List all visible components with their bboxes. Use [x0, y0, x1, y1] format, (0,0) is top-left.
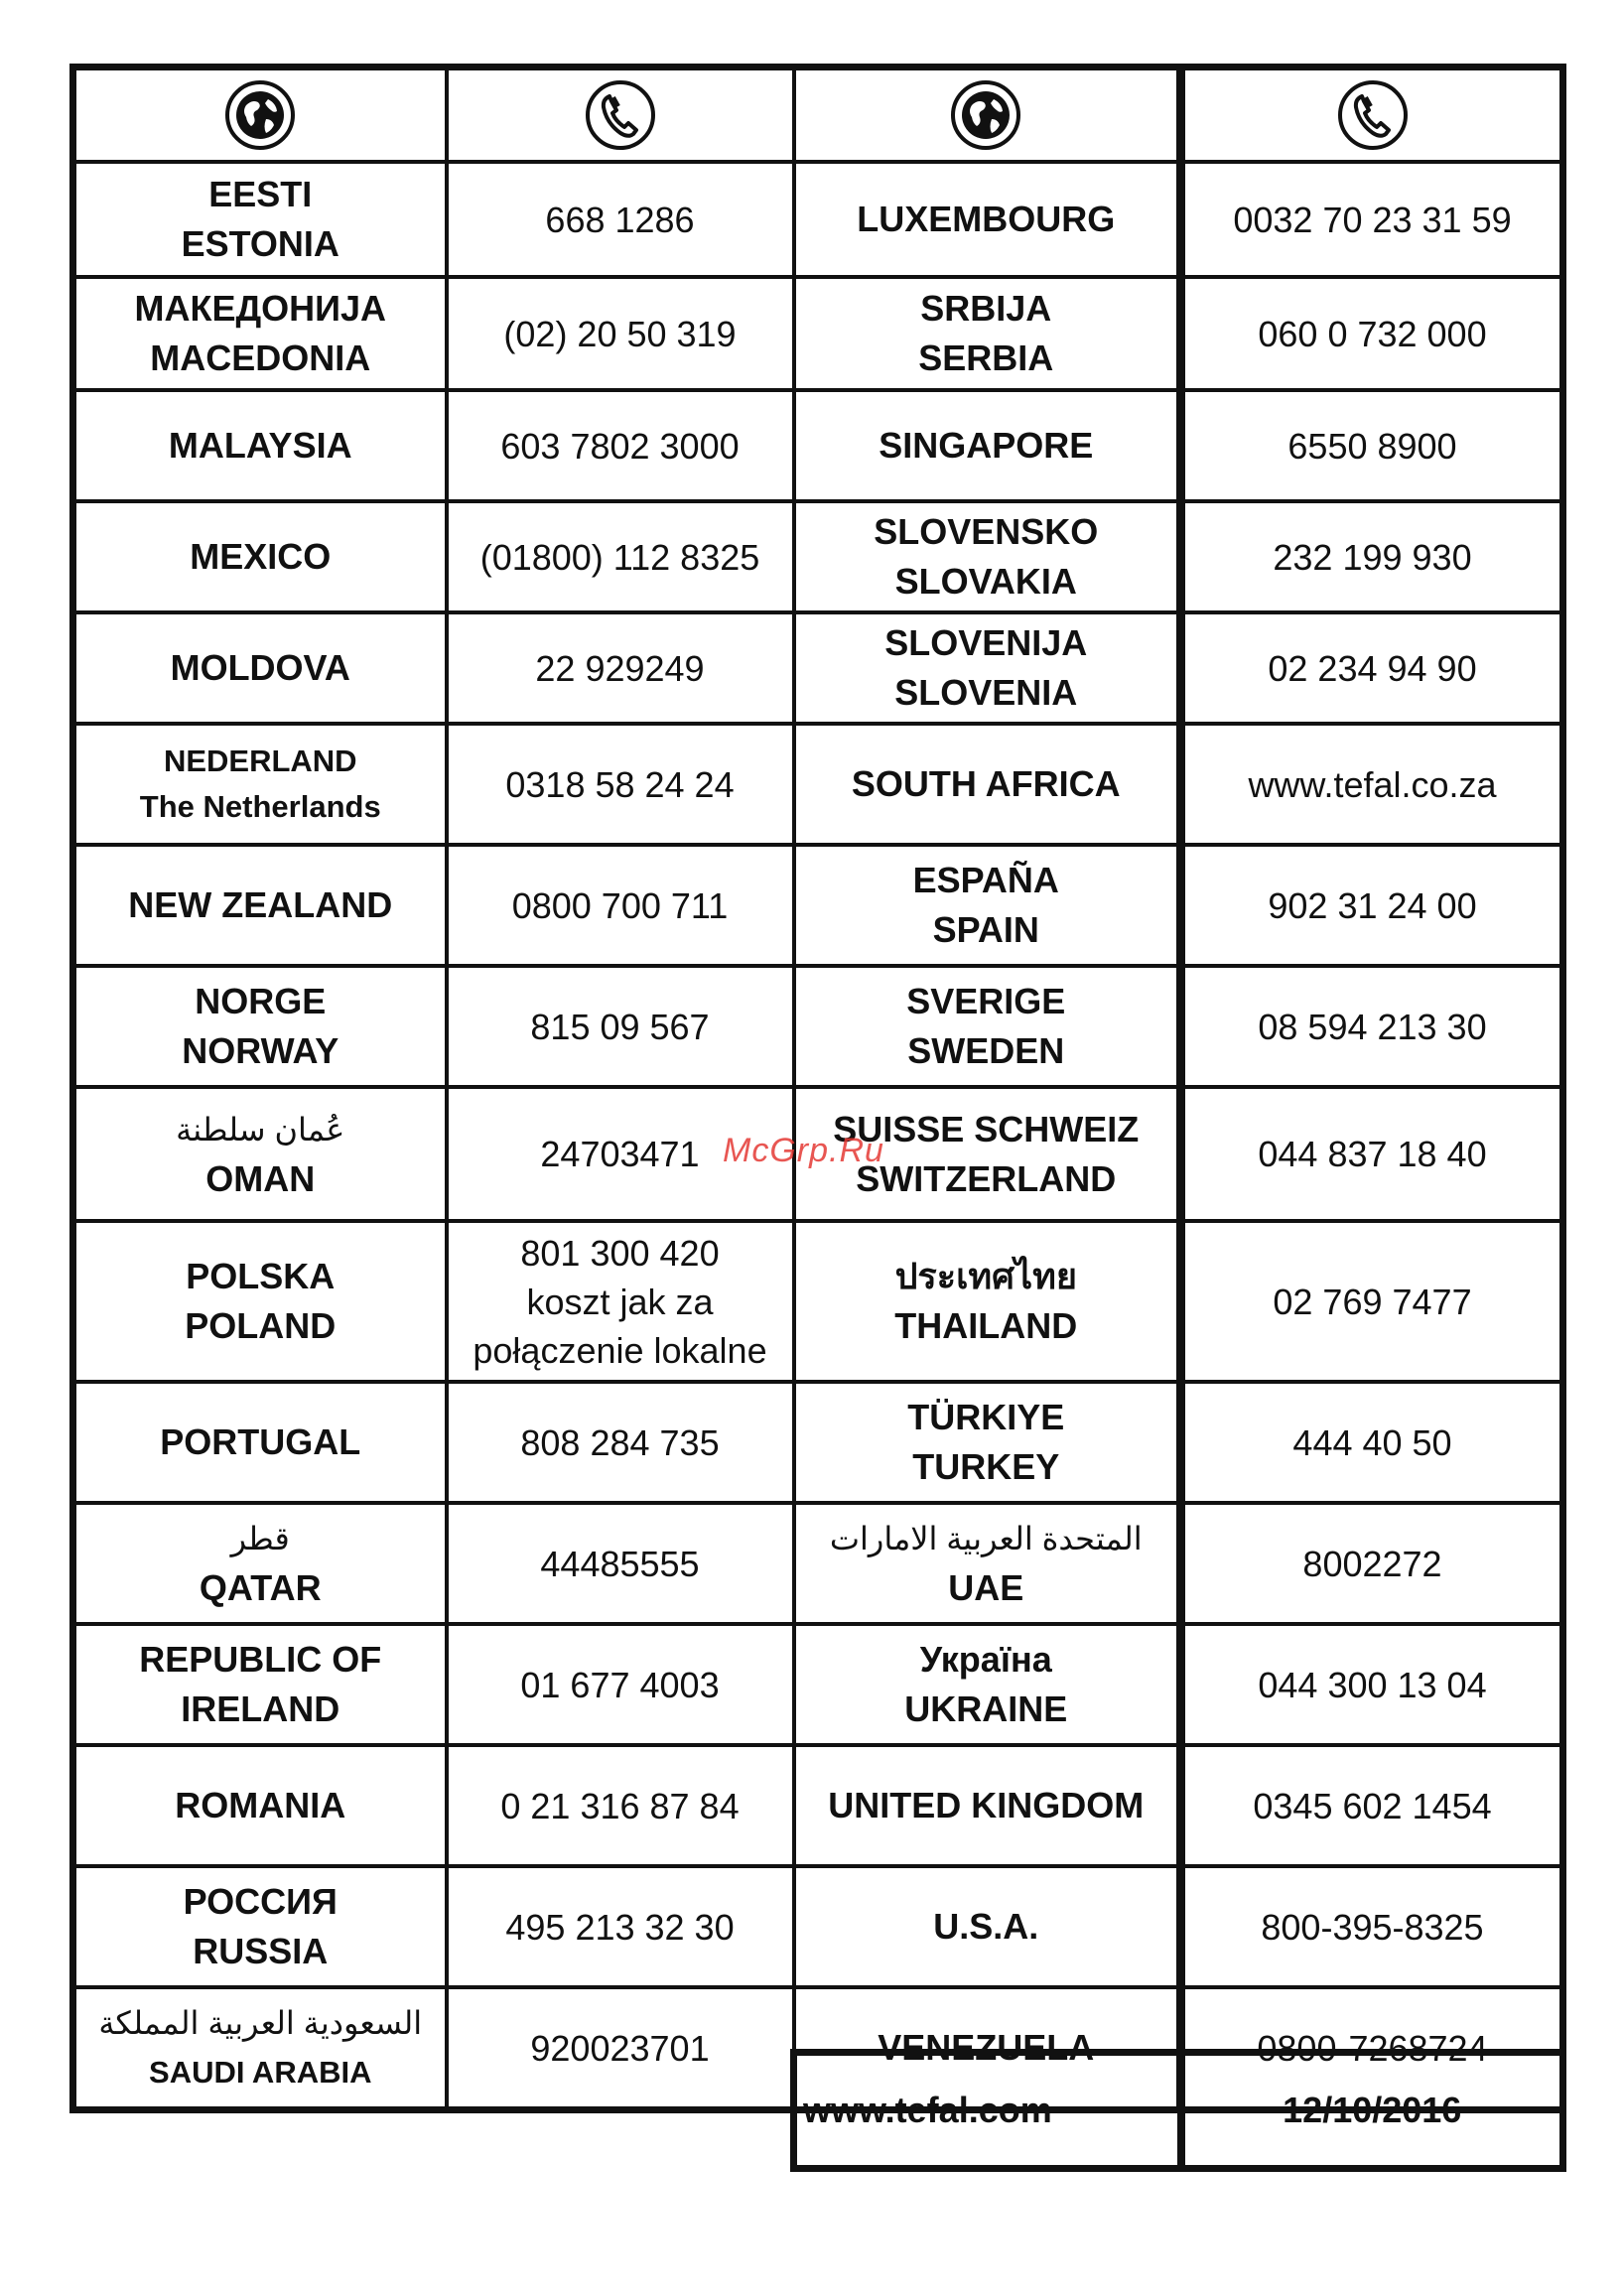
phone-number: 0 21 316 87 84 — [500, 1785, 740, 1826]
country-cell — [794, 612, 1181, 724]
phone-cell — [1181, 390, 1563, 501]
country-name: NORWAY — [182, 1030, 339, 1071]
phone-number: 24703471 — [540, 1134, 700, 1174]
phone-cell — [1181, 1866, 1563, 1987]
phone-number: 0032 70 23 31 59 — [1233, 199, 1512, 240]
country-name: TÜRKIYE — [907, 1397, 1065, 1437]
phone-number: 08 594 213 30 — [1258, 1006, 1487, 1047]
country-name: МАКЕДОНИЈА — [134, 288, 386, 329]
phone-cell — [1181, 1382, 1563, 1503]
table-row — [73, 501, 1563, 612]
phone-number: koszt jak za — [526, 1281, 714, 1322]
country-cell — [73, 1624, 447, 1745]
phone-number: 902 31 24 00 — [1268, 884, 1477, 926]
phone-cell — [447, 845, 794, 966]
country-cell — [794, 1221, 1181, 1382]
globe-icon — [224, 79, 296, 151]
table-row — [73, 1503, 1563, 1624]
country-name: NEW ZEALAND — [128, 884, 393, 925]
country-cell — [73, 390, 447, 501]
country-name: ROMANIA — [175, 1785, 346, 1825]
country-name: Україна — [919, 1639, 1052, 1680]
country-name: SUISSE SCHWEIZ — [833, 1108, 1140, 1149]
country-name: POLSKA — [186, 1256, 336, 1296]
phone-icon — [585, 79, 656, 151]
phone-number: 22 929249 — [535, 647, 705, 689]
phone-icon — [1337, 79, 1409, 151]
phone-number: 801 300 420 — [520, 1232, 720, 1274]
footer-row — [794, 2053, 1563, 2169]
phone-number: 0345 602 1454 — [1253, 1785, 1492, 1826]
country-name: THAILAND — [894, 1305, 1078, 1346]
country-cell — [794, 1382, 1181, 1503]
country-name: IRELAND — [181, 1688, 340, 1729]
phone-cell — [1181, 1745, 1563, 1866]
country-name: SAUDI ARABIA — [149, 2055, 372, 2090]
country-cell — [73, 612, 447, 724]
phone-cell — [447, 612, 794, 724]
phone-cell — [1181, 724, 1563, 845]
country-name: VENEZUELA — [878, 2027, 1095, 2068]
phone-number: 044 300 13 04 — [1258, 1664, 1487, 1705]
country-name: SPAIN — [932, 909, 1039, 950]
table-row — [73, 1624, 1563, 1745]
phone-cell — [447, 1987, 794, 2110]
country-name: LUXEMBOURG — [857, 199, 1116, 239]
table-row — [73, 1866, 1563, 1987]
country-cell — [794, 1503, 1181, 1624]
header-country-cell — [794, 68, 1181, 163]
phone-number: 800-395-8325 — [1261, 1906, 1484, 1948]
header-phone-cell — [1181, 68, 1563, 163]
country-name: ESPAÑA — [912, 860, 1059, 900]
country-cell — [794, 724, 1181, 845]
country-cell — [73, 845, 447, 966]
country-cell — [794, 1624, 1181, 1745]
phone-cell — [447, 1624, 794, 1745]
country-cell — [794, 1745, 1181, 1866]
phone-number: (02) 20 50 319 — [503, 313, 737, 354]
phone-cell — [447, 1382, 794, 1503]
phone-number: 044 837 18 40 — [1258, 1134, 1487, 1174]
country-name: REPUBLIC OF — [139, 1639, 382, 1680]
footer-table — [790, 2049, 1566, 2172]
country-name: MOLDOVA — [170, 647, 350, 688]
country-cell — [73, 1503, 447, 1624]
phone-number: 0318 58 24 24 — [505, 763, 735, 805]
globe-icon — [950, 79, 1021, 151]
country-cell — [794, 1866, 1181, 1987]
phone-number: 815 09 567 — [530, 1006, 710, 1047]
header-country-cell — [73, 68, 447, 163]
phone-cell — [447, 1866, 794, 1987]
phone-number: 02 769 7477 — [1273, 1281, 1472, 1322]
country-name: المتحدة العربية الامارات — [829, 1521, 1143, 1556]
country-name: OMAN — [205, 1157, 316, 1199]
phone-number: www.tefal.co.za — [1248, 763, 1497, 805]
country-name: SRBIJA — [920, 288, 1052, 329]
country-name: MACEDONIA — [150, 338, 371, 378]
country-name: قطر — [230, 1521, 290, 1556]
phone-number: 668 1286 — [545, 199, 695, 240]
table-row — [73, 1382, 1563, 1503]
table-row — [73, 277, 1563, 390]
country-cell — [794, 390, 1181, 501]
phone-cell — [1181, 1503, 1563, 1624]
phone-cell — [1181, 612, 1563, 724]
phone-number: połączenie lokalne — [473, 1329, 767, 1371]
phone-cell — [1181, 966, 1563, 1087]
phone-cell — [1181, 845, 1563, 966]
country-name: SLOVENIA — [894, 672, 1078, 713]
phone-number: 0800-7268724 — [1257, 2027, 1488, 2069]
table-row — [73, 162, 1563, 277]
country-name: UNITED KINGDOM — [828, 1785, 1145, 1825]
header-phone-cell — [447, 68, 794, 163]
country-name: SWITZERLAND — [856, 1157, 1117, 1199]
country-cell — [794, 162, 1181, 277]
phone-cell — [1181, 162, 1563, 277]
phone-cell — [447, 390, 794, 501]
phone-number: 060 0 732 000 — [1258, 313, 1487, 354]
phone-cell — [447, 966, 794, 1087]
country-name: SWEDEN — [907, 1030, 1065, 1071]
phone-number: 232 199 930 — [1273, 536, 1472, 578]
country-name: SLOVENIJA — [884, 622, 1088, 663]
revision-date: 12/10/2016 — [1181, 2053, 1563, 2169]
country-cell — [794, 501, 1181, 612]
country-name: السعودية العربية المملكة — [98, 2005, 423, 2041]
country-cell — [73, 1745, 447, 1866]
phone-cell — [447, 162, 794, 277]
website-link[interactable]: www.tefal.com — [794, 2053, 1181, 2169]
phone-cell — [447, 1745, 794, 1866]
country-cell — [73, 966, 447, 1087]
country-name: SOUTH AFRICA — [851, 763, 1121, 804]
service-contact-table — [69, 64, 1566, 2113]
phone-number: 02 234 94 90 — [1268, 647, 1477, 689]
phone-cell — [447, 1221, 794, 1382]
country-name: NEDERLAND — [163, 743, 357, 778]
phone-number: 0800 700 711 — [511, 884, 729, 926]
country-name: TURKEY — [912, 1446, 1060, 1487]
header-row — [73, 68, 1563, 163]
country-name: NORGE — [195, 981, 327, 1021]
phone-number: 44485555 — [540, 1543, 700, 1584]
table-row — [73, 724, 1563, 845]
phone-number: 495 213 32 30 — [505, 1906, 735, 1948]
country-cell — [73, 1087, 447, 1221]
phone-cell — [447, 501, 794, 612]
table-row — [73, 1745, 1563, 1866]
phone-number: 8002272 — [1302, 1543, 1442, 1584]
country-cell — [73, 277, 447, 390]
country-name: عُمان سلطنة — [176, 1111, 345, 1148]
phone-cell — [1181, 501, 1563, 612]
phone-number: 920023701 — [530, 2027, 710, 2069]
watermark-text: McGrp.Ru — [723, 1132, 884, 1169]
country-cell — [794, 845, 1181, 966]
country-name: SERBIA — [918, 338, 1054, 378]
table-row — [73, 612, 1563, 724]
country-name: MEXICO — [190, 536, 332, 577]
phone-number: (01800) 112 8325 — [479, 536, 760, 578]
phone-cell — [447, 724, 794, 845]
country-cell — [73, 501, 447, 612]
phone-cell — [447, 277, 794, 390]
country-cell — [73, 1866, 447, 1987]
country-name: ประเทศไทย — [894, 1256, 1077, 1296]
country-name: UKRAINE — [904, 1688, 1068, 1729]
phone-number: 6550 8900 — [1287, 425, 1457, 467]
table-row — [73, 845, 1563, 966]
phone-cell — [1181, 1624, 1563, 1745]
table-row — [73, 1221, 1563, 1382]
phone-cell — [1181, 277, 1563, 390]
country-cell — [794, 966, 1181, 1087]
country-cell — [73, 1382, 447, 1503]
country-name: MALAYSIA — [168, 425, 352, 466]
country-name: РОССИЯ — [183, 1881, 338, 1922]
country-name: PORTUGAL — [160, 1421, 361, 1462]
phone-number: 603 7802 3000 — [500, 425, 740, 467]
phone-cell — [1181, 1087, 1563, 1221]
country-name: SINGAPORE — [879, 425, 1094, 466]
country-name: SLOVAKIA — [894, 561, 1077, 602]
country-name: QATAR — [199, 1567, 322, 1608]
country-cell — [794, 277, 1181, 390]
country-name: ESTONIA — [181, 223, 339, 264]
phone-cell — [1181, 1221, 1563, 1382]
country-name: RUSSIA — [193, 1931, 329, 1971]
country-cell — [73, 162, 447, 277]
table-row — [73, 390, 1563, 501]
phone-number: 808 284 735 — [520, 1421, 720, 1463]
country-name: The Netherlands — [139, 789, 381, 824]
country-cell — [73, 1987, 447, 2110]
country-name: POLAND — [185, 1305, 337, 1346]
country-name: U.S.A. — [933, 1906, 1039, 1947]
country-name: UAE — [948, 1567, 1024, 1608]
phone-number: 01 677 4003 — [520, 1664, 720, 1705]
country-cell — [73, 1221, 447, 1382]
table-row — [73, 966, 1563, 1087]
country-name: SLOVENSKO — [874, 511, 1099, 552]
country-name: SVERIGE — [906, 981, 1066, 1021]
country-cell — [73, 724, 447, 845]
phone-number: 444 40 50 — [1292, 1421, 1452, 1463]
country-name: EESTI — [208, 174, 313, 214]
phone-cell — [447, 1503, 794, 1624]
